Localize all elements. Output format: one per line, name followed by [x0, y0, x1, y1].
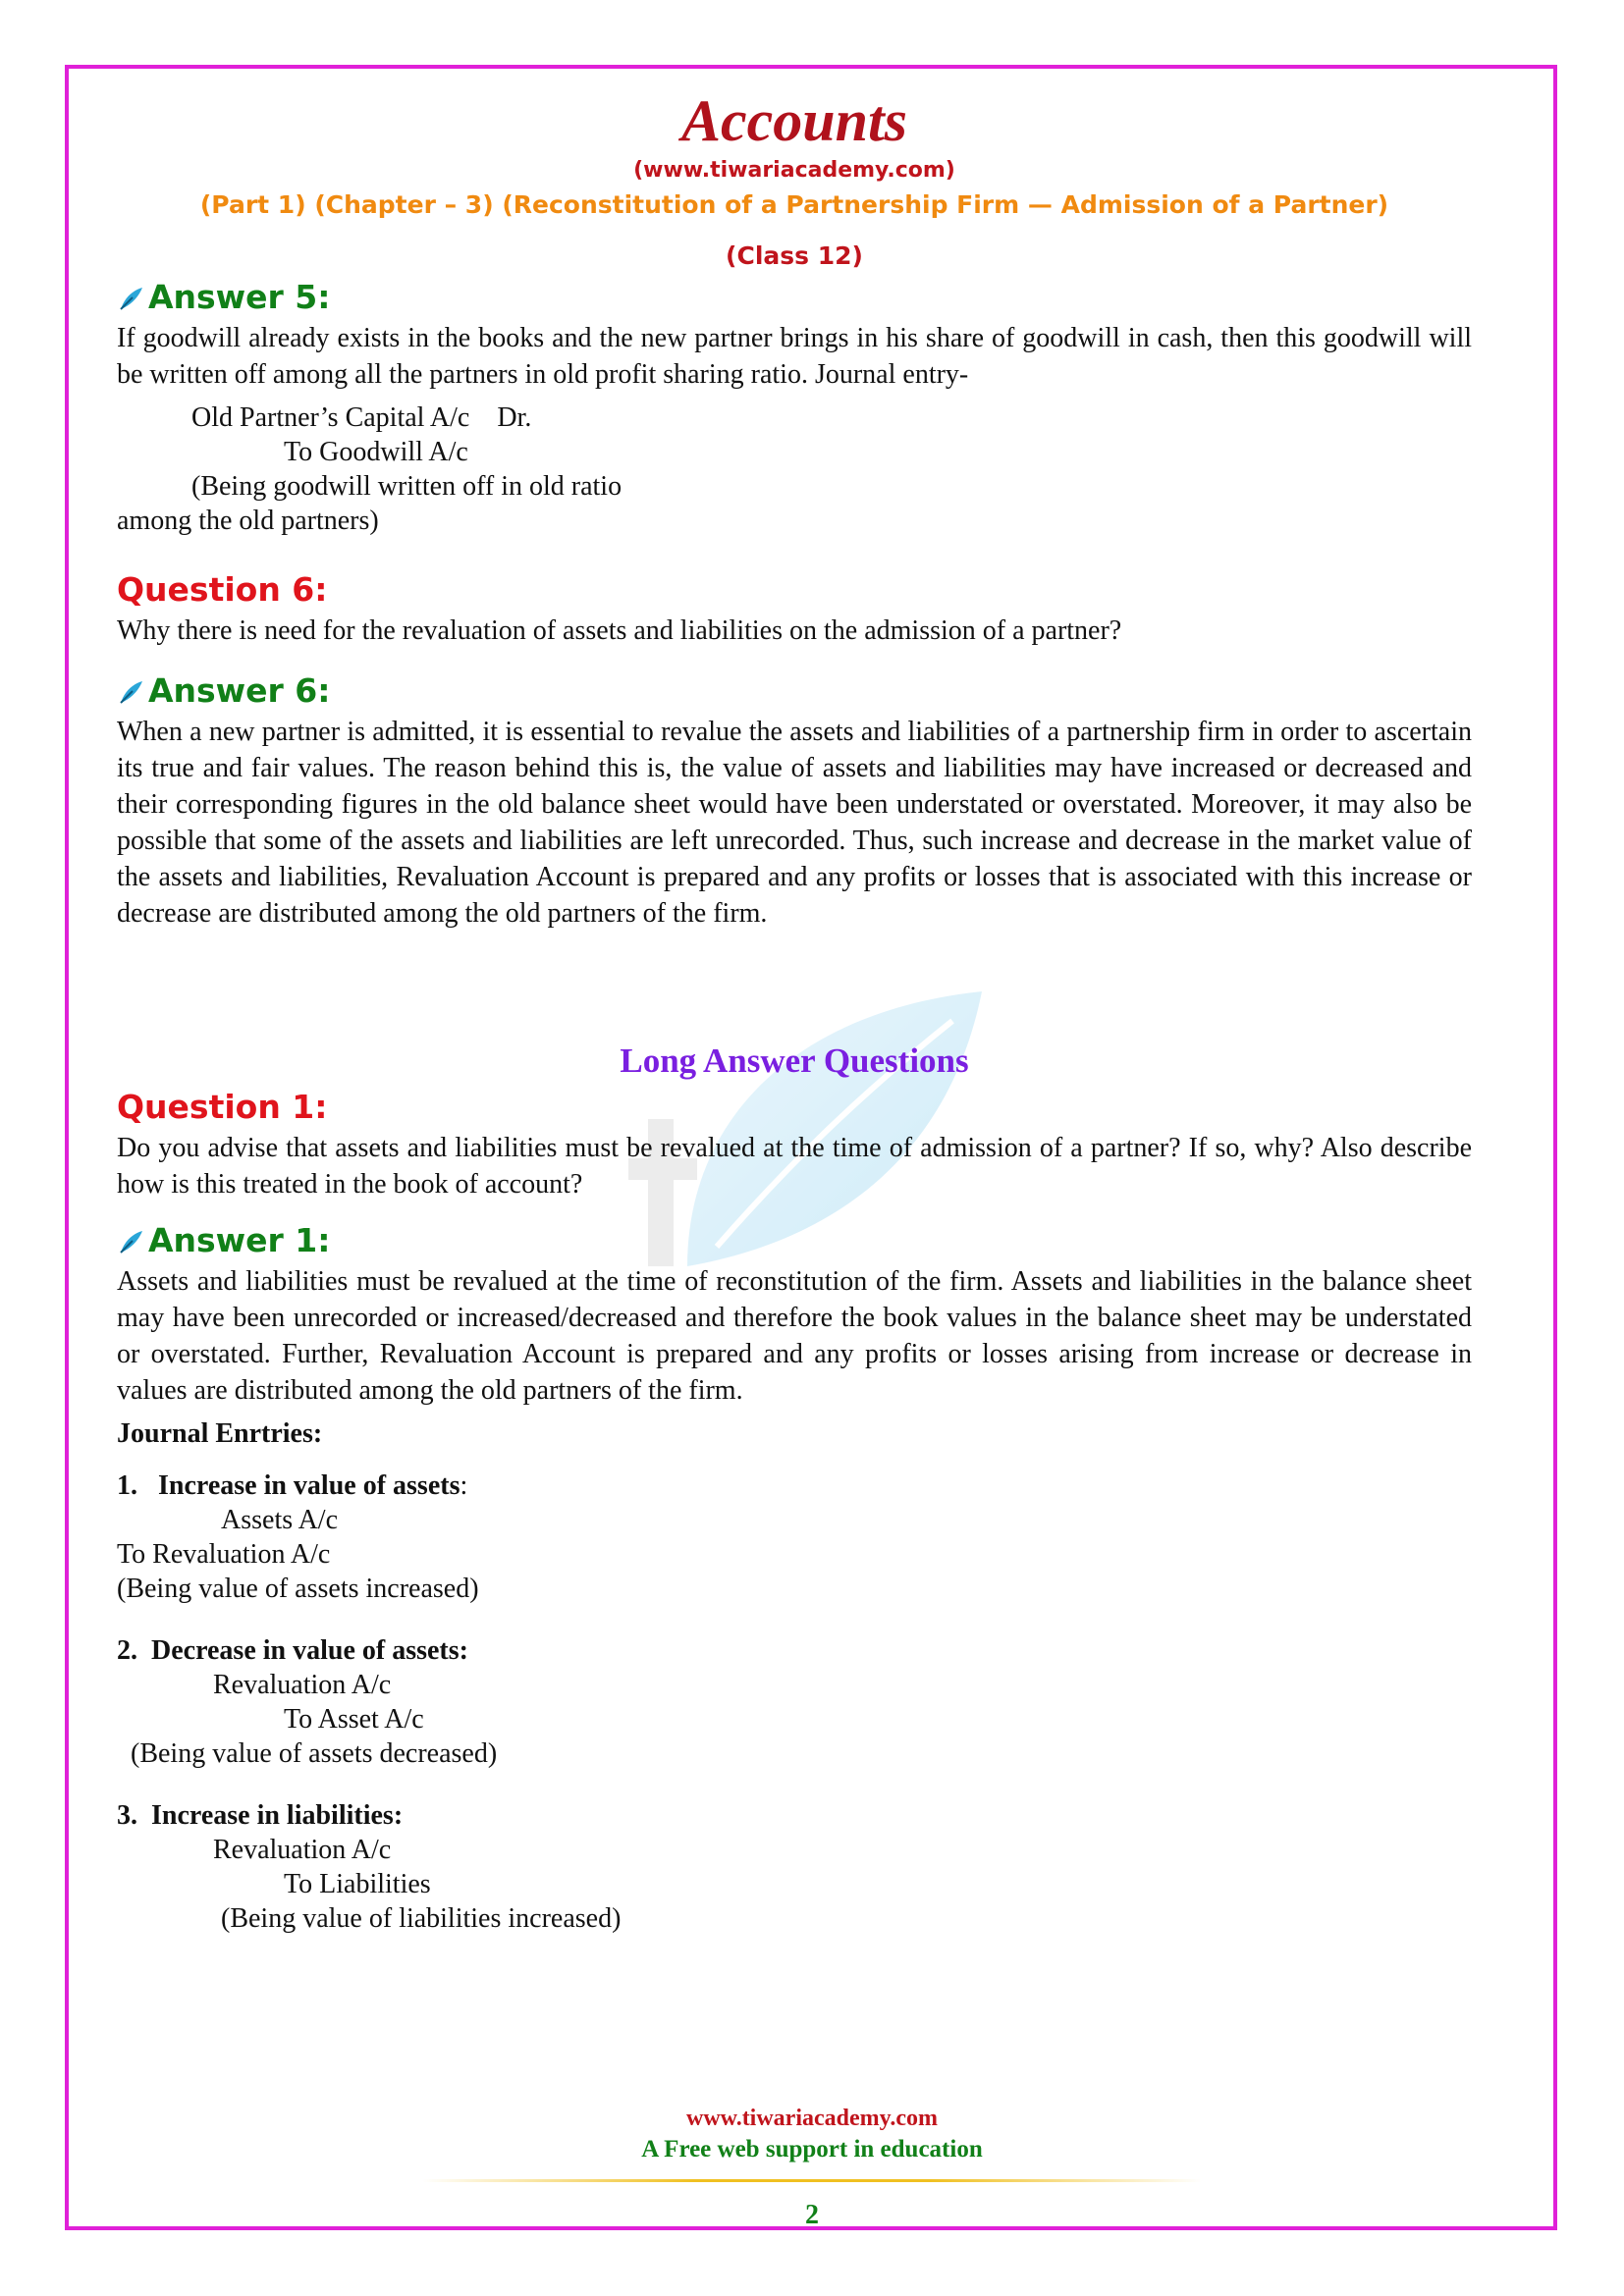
- question-1-heading-text: Question 1:: [117, 1088, 328, 1126]
- footer-tagline: A Free web support in education: [641, 2136, 983, 2163]
- question-6-heading-text: Question 6:: [117, 570, 328, 609]
- journal-entries-label: Journal Enrtries:: [117, 1418, 323, 1449]
- header-site: (www.tiwariacademy.com): [633, 158, 955, 183]
- quill-pen-icon: [117, 679, 144, 707]
- entry-title: 1. Increase in value of assets: [117, 1470, 460, 1501]
- journal-line: To Goodwill A/c: [284, 437, 468, 467]
- quill-pen-icon: [117, 286, 144, 313]
- journal-line: To Liabilities: [284, 1869, 431, 1899]
- class-label: (Class 12): [726, 241, 863, 270]
- page-content: [117, 79, 1472, 1936]
- page-number: 2: [805, 2200, 819, 2230]
- quill-pen-icon: [117, 1229, 144, 1256]
- journal-line: Revaluation A/c: [213, 1835, 392, 1865]
- entry-title: 2. Decrease in value of assets:: [117, 1635, 468, 1666]
- journal-line: Assets A/c: [221, 1505, 338, 1535]
- question-6-text: Why there is need for the revaluation of assets and liabilities on the admission of a partner?: [117, 615, 1122, 646]
- answer-5-text: If goodwill already exists in the books and the new partner brings in his share of goodwill in cash, then this goodwill will be written off among all the partners in old profit sharing ratio. Journal entry-: [117, 323, 1472, 390]
- footer-site-link[interactable]: www.tiwariacademy.com: [686, 2106, 938, 2131]
- journal-line: (Being value of liabilities increased): [221, 1903, 622, 1934]
- answer-1-heading: [117, 1220, 1472, 1261]
- footer-divider: [422, 2179, 1202, 2182]
- question-6-heading: [117, 569, 1472, 611]
- journal-line: (Being value of assets increased): [117, 1574, 479, 1604]
- journal-line: Revaluation A/c: [213, 1670, 392, 1700]
- question-1-heading: [117, 1087, 1472, 1128]
- journal-line: (Being value of assets decreased): [131, 1738, 498, 1769]
- long-answer-heading: Long Answer Questions: [620, 1041, 969, 1080]
- journal-line: (Being goodwill written off in old ratio: [191, 471, 623, 502]
- question-1-text: Do you advise that assets and liabilities must be revalued at the time of admission of a partner? If so, why? Also describe how is this treated in the book of account?: [117, 1133, 1472, 1200]
- entry-title: 3. Increase in liabilities:: [117, 1800, 404, 1831]
- journal-entry: [117, 1468, 1472, 1606]
- page-title: Accounts: [680, 88, 908, 153]
- journal-line: To Asset A/c: [284, 1704, 424, 1735]
- answer-1-text: Assets and liabilities must be revalued at the time of reconstitution of the firm. Assets and liabilities in the balance sheet may have been unrecorded or increased/decreased and therefore the book values in the balance sheet may be understated or overstated. Further, Revaluation Account is prepared and any profits or losses arising from increase or decrease in values are distributed among the old partners of the firm.: [117, 1266, 1472, 1406]
- answer-6-heading-text: Answer 6:: [148, 671, 331, 710]
- entry-title-suffix: :: [460, 1470, 468, 1501]
- journal-entry: [117, 1633, 1472, 1771]
- answer-6-heading: [117, 670, 1472, 712]
- answer-5-heading-text: Answer 5:: [148, 278, 331, 316]
- journal-line: Old Partner’s Capital A/c Dr.: [191, 402, 532, 433]
- answer-1-heading-text: Answer 1:: [148, 1221, 331, 1259]
- journal-line: among the old partners): [117, 506, 379, 536]
- answer-5-heading: [117, 277, 1472, 318]
- journal-entry: [117, 1798, 1472, 1936]
- chapter-subtitle: (Part 1) (Chapter – 3) (Reconstitution of a Partnership Firm — Admission of a Partner): [199, 190, 1389, 219]
- journal-line: To Revaluation A/c: [117, 1539, 331, 1570]
- answer-6-text: When a new partner is admitted, it is essential to revalue the assets and liabilities of a partnership firm in order to ascertain its true and fair values. The reason behind this is, the value of assets and liabilities may have increased or decreased and their corresponding figures in the old balance sheet would have been understated or overstated. Moreover, it may also be possible that some of the assets and liabilities are left unrecorded. Thus, such increase and decrease in the market value of the assets and liabilities, Revaluation Account is prepared and any profits or losses that is associated with this increase or decrease are distributed among the old partners of the firm.: [117, 717, 1472, 929]
